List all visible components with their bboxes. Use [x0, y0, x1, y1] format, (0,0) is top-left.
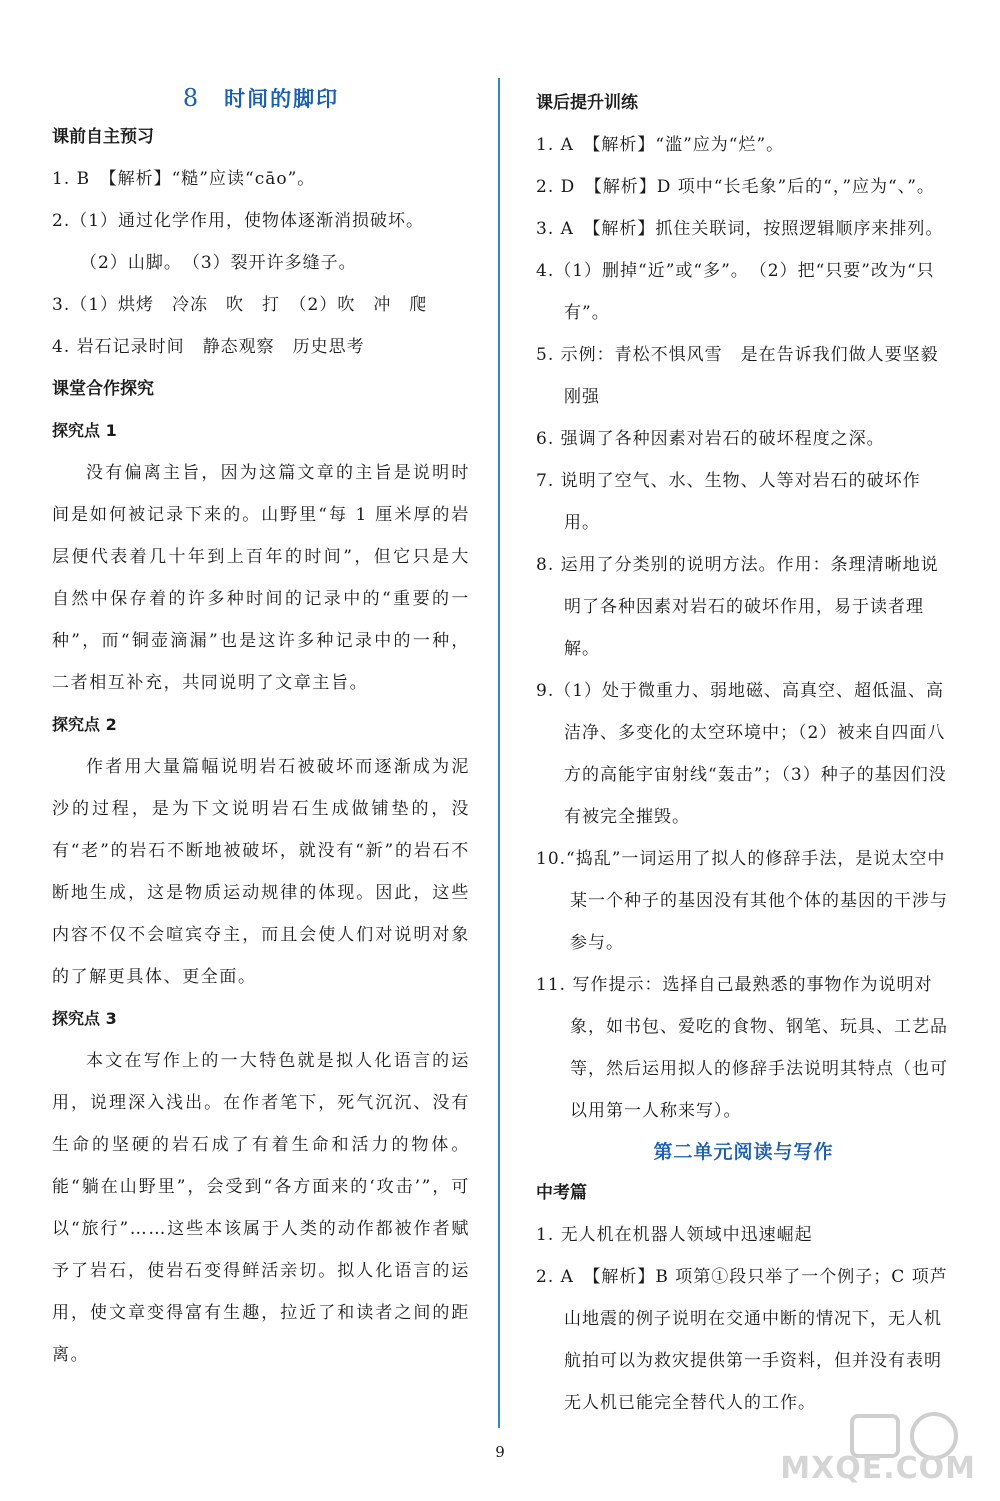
watermark-logo: [756, 1410, 976, 1490]
section-heading-preview: 课前自主预习: [52, 127, 154, 147]
inquiry-point-text: 作者用大量篇幅说明岩石被破坏而逐渐成为泥沙的过程，是为下文说明岩石生成做铺垫的，没有“老”的岩石不断地被破坏，就没有“新”的岩石不断地生成，这是物质运动规律的体现。因此，这些内容不仅不会喧宾夺主，而且会使人们对说明对象的了解更具体、更全面。: [52, 757, 470, 987]
answer-item: 1. 无人机在机器人领域中迅速崛起: [536, 1225, 813, 1245]
answer-item: 3.（1）烘烤 冷冻 吹 打 （2）吹 冲 爬: [52, 295, 428, 315]
answer-item: 7. 说明了空气、水、生物、人等对岩石的破坏作用。: [536, 471, 921, 533]
answer-item: 9.（1）处于微重力、弱地磁、高真空、超低温、高洁净、多变化的太空环境中；（2）被来自四面八方的高能宇宙射线“轰击”；（3）种子的基因们没有被完全摧毁。: [536, 681, 947, 827]
answer-item: 5. 示例：青松不惧风雪 是在告诉我们做人要坚毅刚强: [536, 345, 939, 407]
page-number: 9: [495, 1443, 505, 1461]
lesson-number: 8: [182, 84, 201, 112]
answer-item: 4. 岩石记录时间 静态观察 历史思考: [52, 337, 365, 357]
inquiry-point-title: 探究点 3: [52, 1009, 117, 1028]
inquiry-point-text: 本文在写作上的一大特色就是拟人化语言的运用，说理深入浅出。在作者笔下，死气沉沉、没有生命的坚硬的岩石成了有着生命和活力的物体。能“躺在山野里”，会受到“各方面来的‘攻击’”，可以“旅行”……这些本该属于人类的动作都被作者赋予了岩石，使岩石变得鲜活亲切。拟人化语言的运用，使文章变得富有生趣，拉近了和读者之间的距离。: [52, 1051, 470, 1365]
answer-item: 1. B 【解析】“糙”应读“cāo”。: [52, 169, 316, 189]
section-heading-classroom: 课堂合作探究: [52, 379, 154, 399]
right-column: [536, 82, 951, 1424]
answer-item: 4.（1）删掉“近”或“多”。 （2）把“只要”改为“只有”。: [536, 261, 935, 323]
answer-item: 2. A 【解析】B 项第①段只举了一个例子；C 项芦山地震的例子说明在交通中断的情况下，无人机航拍可以为救灾提供第一手资料，但并没有表明无人机已能完全替代人的工作。: [536, 1267, 948, 1413]
answer-item: 6. 强调了各种因素对岩石的破坏程度之深。: [536, 429, 885, 449]
column-divider: [498, 78, 500, 1428]
inquiry-point-title: 探究点 1: [52, 421, 117, 440]
watermark-text: MXQE.COM: [780, 1451, 976, 1486]
answer-item: 2. D 【解析】D 项中“长毛象”后的“，”应为“、”。: [536, 177, 935, 197]
inquiry-point-title: 探究点 2: [52, 715, 117, 734]
answer-item: 11. 写作提示：选择自己最熟悉的事物作为说明对象，如书包、爱吃的食物、钢笔、玩具、工艺品等，然后运用拟人的修辞手法说明其特点（也可以用第一人称来写）。: [536, 975, 948, 1121]
section-heading-after-class: 课后提升训练: [536, 93, 638, 113]
lesson-title: [52, 82, 470, 114]
inquiry-point-text: 没有偏离主旨，因为这篇文章的主旨是说明时间是如何被记录下来的。山野里“每 1 厘米厚的岩层便代表着几十年到上百年的时间”，但它只是大自然中保存着的许多种时间的记录中的“重要的一种”，而“铜壶滴漏”也是这许多种记录中的一种，二者相互补充，共同说明了文章主旨。: [52, 463, 470, 693]
unit-title: 第二单元阅读与写作: [653, 1141, 834, 1163]
section-heading-exam: 中考篇: [536, 1183, 587, 1203]
lesson-title-text: 时间的脚印: [224, 87, 340, 111]
answer-item: （2）山脚。 （3）裂开许多缝子。: [80, 253, 357, 273]
answer-item: 2.（1）通过化学作用，使物体逐渐消损破坏。: [52, 211, 425, 231]
answer-item: 10.“捣乱”一词运用了拟人的修辞手法，是说太空中某一个种子的基因没有其他个体的基因的干涉与参与。: [536, 849, 948, 953]
left-column: [52, 82, 470, 1376]
answer-item: 8. 运用了分类别的说明方法。作用：条理清晰地说明了各种因素对岩石的破坏作用，易于读者理解。: [536, 555, 939, 659]
answer-item: 3. A 【解析】抓住关联词，按照逻辑顺序来排列。: [536, 219, 944, 239]
answer-item: 1. A 【解析】“滥”应为“烂”。: [536, 135, 785, 155]
